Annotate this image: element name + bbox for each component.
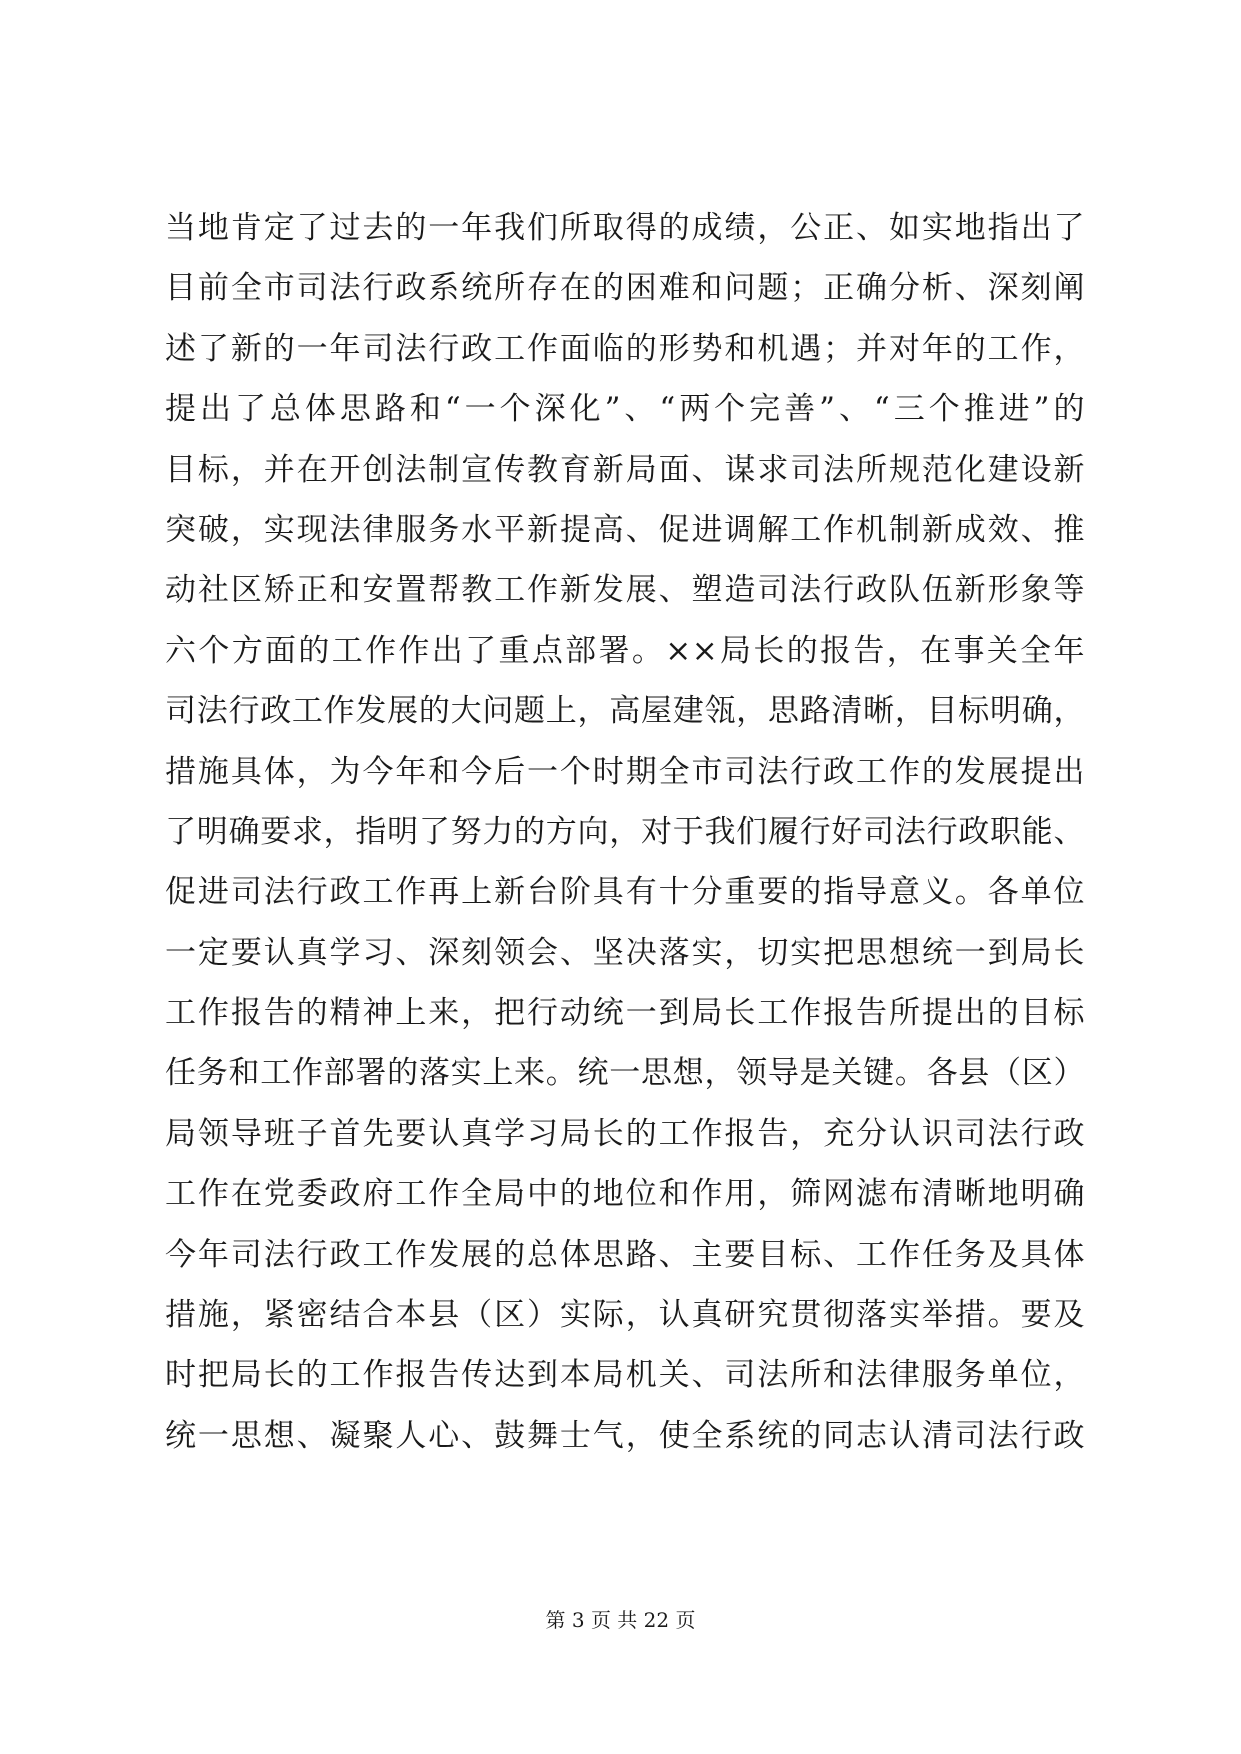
text-line: 今年司法行政工作发展的总体思路、主要目标、工作任务及具体 (165, 1236, 1085, 1273)
text-line: 局领导班子首先要认真学习局长的工作报告，充分认识司法行政 (165, 1115, 1085, 1152)
text-line: 目标，并在开创法制宣传教育新局面、谋求司法所规范化建设新 (165, 451, 1085, 488)
text-line: 突破，实现法律服务水平新提高、促进调解工作机制新成效、推 (165, 511, 1085, 548)
body-text (165, 198, 1085, 1466)
text-line: 动社区矫正和安置帮教工作新发展、塑造司法行政队伍新形象等 (165, 572, 1085, 609)
text-line: 措施具体，为今年和今后一个时期全市司法行政工作的发展提出 (165, 753, 1085, 790)
text-line: 统一思想、凝聚人心、鼓舞士气，使全系统的同志认清司法行政 (165, 1417, 1085, 1454)
text-line: 工作在党委政府工作全局中的地位和作用，筛网滤布清晰地明确 (165, 1176, 1085, 1213)
page-number: 第 3 页 共 22 页 (545, 1608, 696, 1632)
text-line: 一定要认真学习、深刻领会、坚决落实，切实把思想统一到局长 (165, 934, 1085, 971)
text-line: 司法行政工作发展的大问题上，高屋建瓴，思路清晰，目标明确， (165, 693, 1085, 730)
text-line: 目前全市司法行政系统所存在的困难和问题；正确分析、深刻阐 (165, 270, 1085, 307)
text-line: 促进司法行政工作再上新台阶具有十分重要的指导意义。各单位 (165, 874, 1085, 911)
text-line: 措施，紧密结合本县（区）实际，认真研究贯彻落实举措。要及 (165, 1297, 1085, 1334)
text-line: 任务和工作部署的落实上来。统一思想，领导是关键。各县（区） (165, 1055, 1085, 1092)
text-line: 六个方面的工作作出了重点部署。××局长的报告，在事关全年 (165, 632, 1085, 669)
text-line: 述了新的一年司法行政工作面临的形势和机遇；并对年的工作， (165, 330, 1085, 367)
text-line: 提出了总体思路和“一个深化”、“两个完善”、“三个推进”的 (165, 391, 1085, 428)
text-line: 当地肯定了过去的一年我们所取得的成绩，公正、如实地指出了 (165, 210, 1085, 246)
text-line: 时把局长的工作报告传达到本局机关、司法所和法律服务单位， (165, 1357, 1085, 1394)
text-line: 工作报告的精神上来，把行动统一到局长工作报告所提出的目标 (165, 995, 1085, 1032)
text-line: 了明确要求，指明了努力的方向，对于我们履行好司法行政职能、 (165, 813, 1085, 850)
page-footer (0, 1606, 1241, 1634)
